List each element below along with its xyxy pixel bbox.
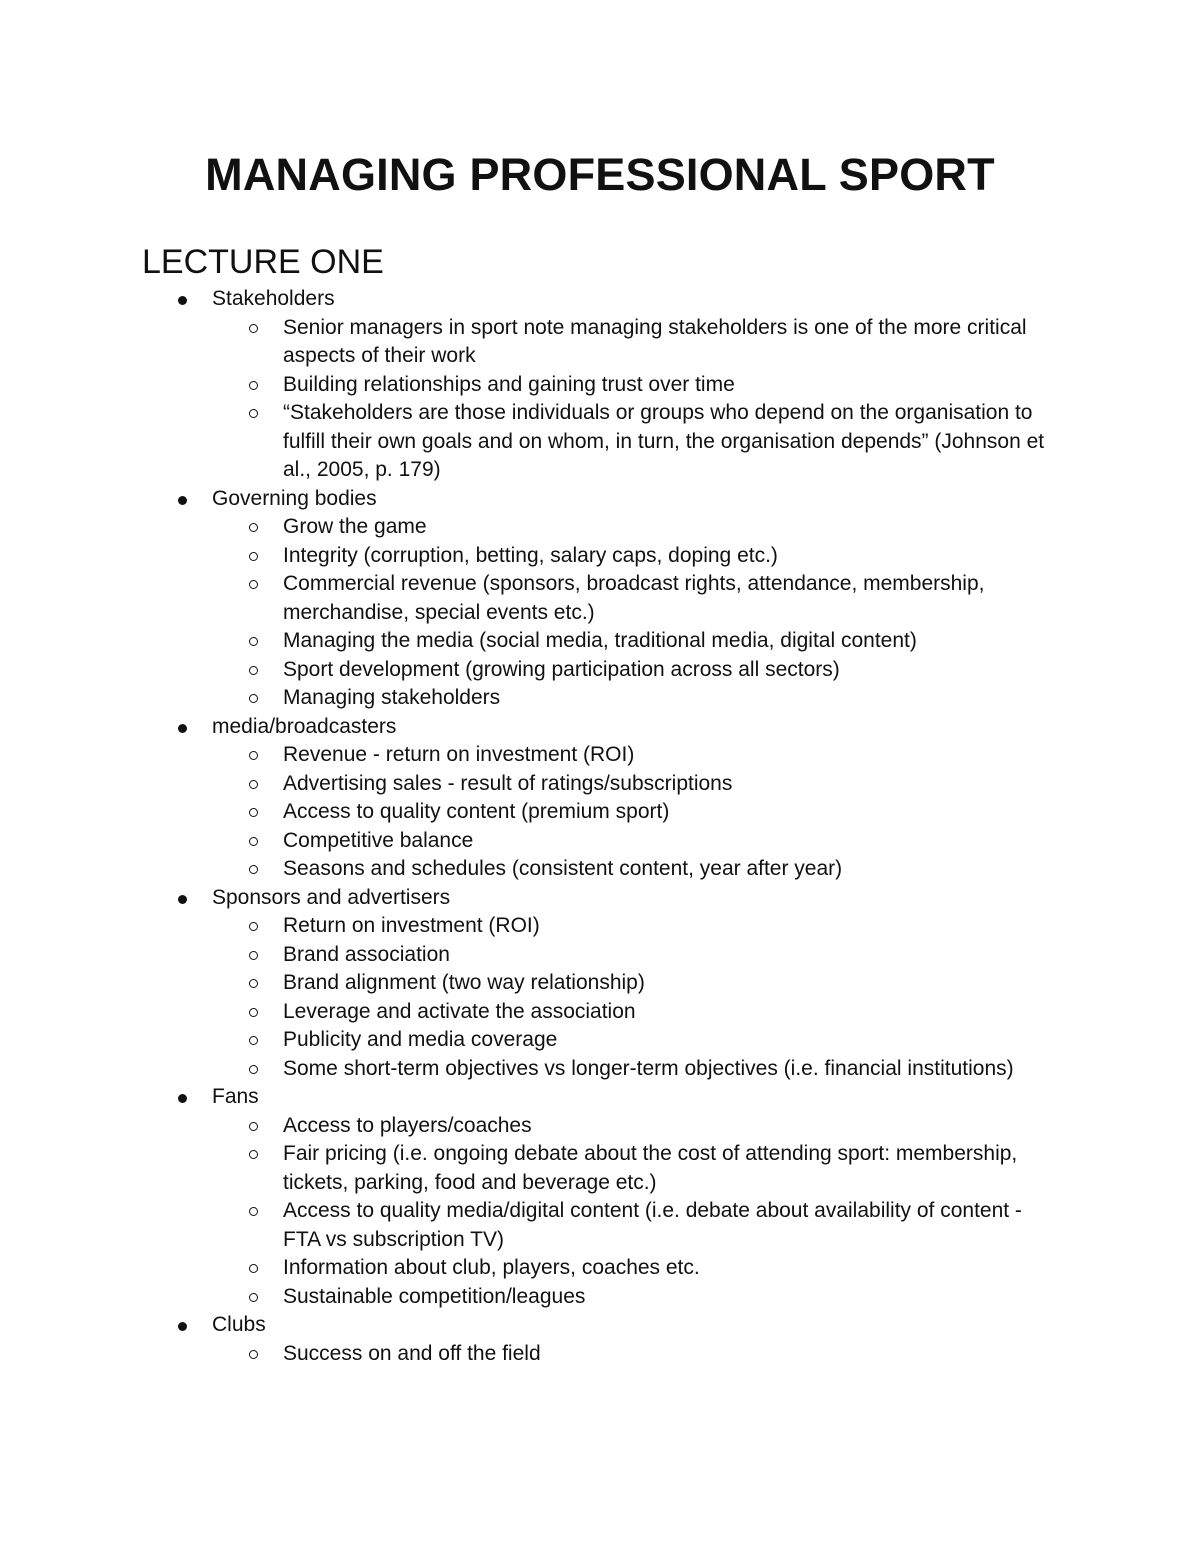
list-item [0, 542, 1053, 571]
hollow-bullet-icon [249, 808, 258, 817]
outline-section [0, 1083, 1200, 1311]
item-text: Leverage and activate the association [283, 999, 636, 1023]
item-text: Access to players/coaches [283, 1113, 532, 1137]
item-text: Sport development (growing participation across all sectors) [283, 657, 840, 681]
item-text: Information about club, players, coaches etc. [283, 1256, 700, 1279]
item-text: Managing the media (social media, traditional media, digital content) [283, 629, 917, 652]
section-label: media/broadcasters [212, 714, 397, 738]
hollow-bullet-icon [249, 780, 258, 789]
item-text: Return on investment (ROI) [283, 914, 540, 937]
section-label: Clubs [212, 1313, 266, 1336]
list-item [0, 770, 1053, 799]
list-item [0, 399, 1053, 485]
list-item [0, 627, 1053, 656]
hollow-bullet-icon [249, 381, 258, 390]
list-item [0, 827, 1053, 856]
list-item [0, 1112, 1053, 1141]
list-item [0, 314, 1053, 371]
list-item [0, 912, 1053, 941]
list-item [0, 570, 1053, 627]
item-text: Publicity and media coverage [283, 1028, 558, 1051]
hollow-bullet-icon [249, 637, 258, 646]
section-items [212, 1340, 1200, 1369]
list-item [0, 855, 1053, 884]
list-item [0, 1283, 1053, 1312]
hollow-bullet-icon [249, 580, 258, 589]
item-text: Building relationships and gaining trust over time [283, 372, 735, 396]
filled-bullet-icon [178, 496, 187, 505]
hollow-bullet-icon [249, 922, 258, 931]
hollow-bullet-icon [249, 865, 258, 874]
lecture-heading: LECTURE ONE [142, 243, 384, 281]
list-item [0, 969, 1053, 998]
item-text: Commercial revenue (sponsors, broadcast rights, attendance, membership, merchandise, special events etc.) [283, 572, 985, 624]
item-text: Access to quality content (premium sport) [283, 800, 670, 823]
section-label: Governing bodies [212, 486, 377, 510]
item-text: Access to quality media/digital content (i.e. debate about availability of content - FTA vs subscription TV) [283, 1199, 1022, 1251]
filled-bullet-icon [178, 1322, 187, 1331]
list-item [0, 741, 1053, 770]
list-item [0, 371, 1053, 400]
hollow-bullet-icon [249, 751, 258, 760]
hollow-bullet-icon [249, 324, 258, 333]
item-text: Managing stakeholders [283, 686, 501, 709]
list-item [0, 684, 1053, 713]
hollow-bullet-icon [249, 979, 258, 988]
hollow-bullet-icon [249, 552, 258, 561]
item-text: Revenue - return on investment (ROI) [283, 743, 635, 766]
section-items [212, 912, 1200, 1083]
list-item [0, 1026, 1053, 1055]
outline-section [0, 1311, 1200, 1368]
list-item [0, 1197, 1053, 1254]
section-label: Stakeholders [212, 287, 335, 310]
notes-outline [0, 285, 1200, 1368]
section-items [212, 513, 1200, 713]
item-text: Competitive balance [283, 828, 474, 852]
document-title: MANAGING PROFESSIONAL SPORT [205, 149, 995, 200]
list-item [0, 798, 1053, 827]
item-text: Seasons and schedules (consistent content, year after year) [283, 857, 843, 880]
hollow-bullet-icon [249, 1293, 258, 1302]
filled-bullet-icon [178, 895, 187, 904]
hollow-bullet-icon [249, 1008, 258, 1017]
item-text: Brand alignment (two way relationship) [283, 971, 645, 994]
section-label: Fans [212, 1085, 259, 1108]
item-text: Grow the game [283, 515, 427, 538]
outline-section [0, 713, 1200, 884]
section-items [212, 1112, 1200, 1312]
item-text: Integrity (corruption, betting, salary caps, doping etc.) [283, 543, 778, 567]
item-text: Sustainable competition/leagues [283, 1284, 586, 1308]
hollow-bullet-icon [249, 837, 258, 846]
section-items [212, 314, 1200, 485]
hollow-bullet-icon [249, 666, 258, 675]
hollow-bullet-icon [249, 951, 258, 960]
item-text: Senior managers in sport note managing stakeholders is one of the more critical aspects of their work [283, 315, 1027, 367]
list-item [0, 1140, 1053, 1197]
outline-section [0, 884, 1200, 1084]
item-text: Fair pricing (i.e. ongoing debate about the cost of attending sport: membership, tickets, parking, food and beverage etc.) [283, 1142, 1018, 1194]
section-items [212, 741, 1200, 884]
item-text: Brand association [283, 942, 450, 966]
hollow-bullet-icon [249, 1150, 258, 1159]
item-text: “Stakeholders are those individuals or groups who depend on the organisation to fulfill their own goals and on whom, in turn, the organisation depends” (Johnson et al., 2005, p. 179) [283, 401, 1045, 481]
hollow-bullet-icon [249, 1122, 258, 1131]
hollow-bullet-icon [249, 1036, 258, 1045]
item-text: Advertising sales - result of ratings/subscriptions [283, 771, 733, 795]
filled-bullet-icon [178, 1094, 187, 1103]
list-item [0, 513, 1053, 542]
hollow-bullet-icon [249, 1065, 258, 1074]
filled-bullet-icon [178, 724, 187, 733]
hollow-bullet-icon [249, 1264, 258, 1273]
item-text: Some short-term objectives vs longer-term objectives (i.e. financial institutions) [283, 1056, 1014, 1080]
hollow-bullet-icon [249, 694, 258, 703]
list-item [0, 1055, 1053, 1084]
list-item [0, 656, 1053, 685]
list-item [0, 998, 1053, 1027]
outline-section [0, 485, 1200, 713]
section-label: Sponsors and advertisers [212, 885, 451, 909]
list-item [0, 1254, 1053, 1283]
hollow-bullet-icon [249, 409, 258, 418]
hollow-bullet-icon [249, 523, 258, 532]
filled-bullet-icon [178, 296, 187, 305]
list-item [0, 941, 1053, 970]
item-text: Success on and off the field [283, 1341, 541, 1365]
outline-section [0, 285, 1200, 485]
list-item [0, 1340, 1053, 1369]
hollow-bullet-icon [249, 1207, 258, 1216]
hollow-bullet-icon [249, 1350, 258, 1359]
